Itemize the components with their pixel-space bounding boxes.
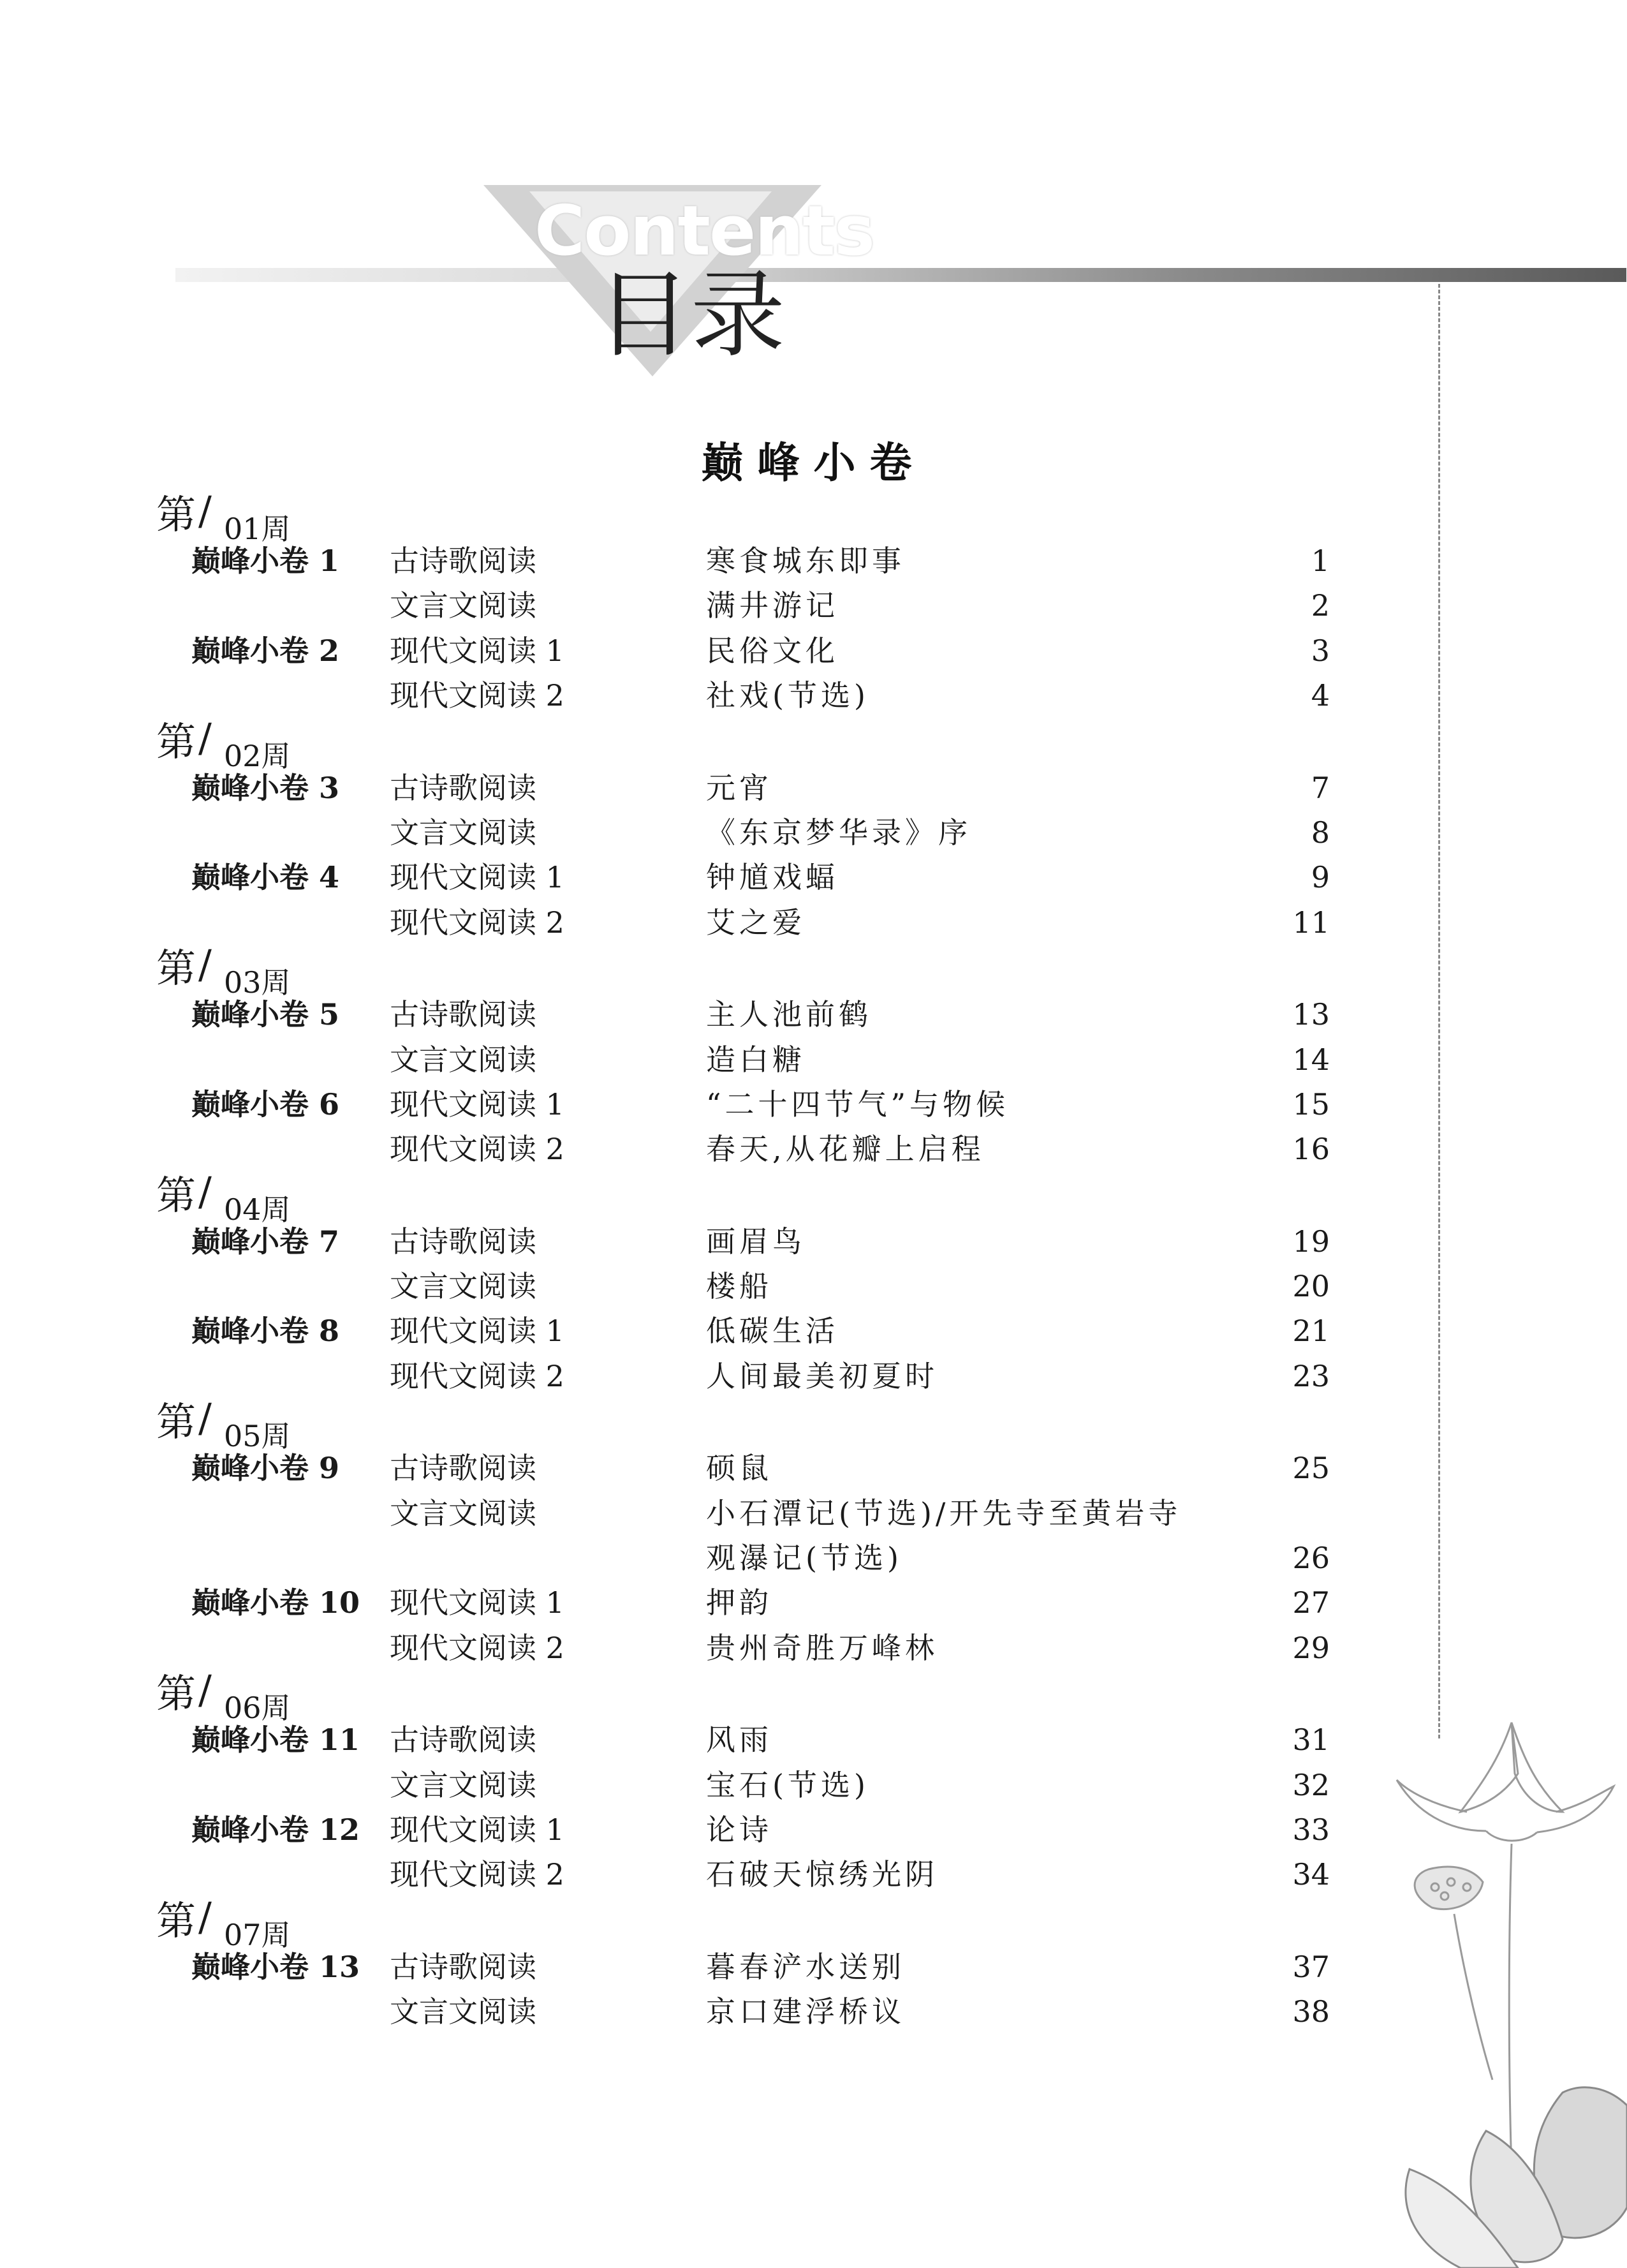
toc-paper-label: 巅峰小卷 6 xyxy=(191,1086,340,1122)
week-di-label: 第 xyxy=(156,1398,196,1446)
toc-title: 艾之爱 xyxy=(706,905,806,940)
toc-paper-label: 巅峰小卷 13 xyxy=(191,1949,360,1984)
toc-type-label: 文言文阅读 xyxy=(390,1767,536,1802)
toc-type-label: 现代文阅读 2 xyxy=(390,678,564,713)
week-header xyxy=(156,1395,1330,1454)
dashed-divider xyxy=(1438,284,1440,1738)
toc-paper-label: 巅峰小卷 12 xyxy=(191,1812,360,1847)
week-slash: / xyxy=(198,1395,212,1442)
toc-paper-label: 巅峰小卷 3 xyxy=(191,770,340,805)
week-di-label: 第 xyxy=(156,945,196,992)
toc-type-label: 现代文阅读 2 xyxy=(390,905,564,940)
toc-entry[interactable] xyxy=(156,1807,1330,1852)
toc-page-number: 38 xyxy=(1292,1994,1330,2029)
toc-type-label: 现代文阅读 1 xyxy=(390,1086,564,1122)
toc-title: 社戏(节选) xyxy=(706,678,869,713)
toc-paper-label: 巅峰小卷 4 xyxy=(191,860,340,895)
toc-title: 满井游记 xyxy=(706,588,839,623)
toc-entry[interactable] xyxy=(156,1037,1330,1082)
toc-page-number: 15 xyxy=(1292,1086,1330,1122)
toc-type-label: 文言文阅读 xyxy=(390,815,536,850)
toc-page-number: 37 xyxy=(1292,1949,1330,1984)
toc-page-number: 9 xyxy=(1311,860,1330,895)
toc-type-label: 古诗歌阅读 xyxy=(390,1451,536,1486)
toc-type-label: 文言文阅读 xyxy=(390,1269,536,1304)
header-gradient-bar xyxy=(175,268,1626,282)
toc-type-label: 现代文阅读 2 xyxy=(390,1630,564,1665)
toc-title: 石破天惊绣光阴 xyxy=(706,1857,938,1892)
toc-type-label: 现代文阅读 2 xyxy=(390,1132,564,1167)
toc-entry[interactable] xyxy=(156,1536,1330,1580)
toc-entry[interactable] xyxy=(156,1989,1330,2034)
toc-entry[interactable] xyxy=(156,1082,1330,1127)
toc-entry[interactable] xyxy=(156,1446,1330,1490)
toc-page-number: 21 xyxy=(1292,1314,1330,1349)
toc-entry[interactable] xyxy=(156,1852,1330,1897)
toc-page-number: 1 xyxy=(1311,544,1330,578)
toc-page-number: 8 xyxy=(1311,815,1330,850)
toc-paper-label: 巅峰小卷 9 xyxy=(191,1451,340,1486)
week-header xyxy=(156,1666,1330,1726)
toc-entry[interactable] xyxy=(156,992,1330,1037)
toc-type-label: 文言文阅读 xyxy=(390,588,536,623)
toc-type-label: 文言文阅读 xyxy=(390,1495,536,1531)
toc-title: 主人池前鹤 xyxy=(706,997,872,1032)
toc-type-label: 现代文阅读 2 xyxy=(390,1857,564,1892)
week-slash: / xyxy=(198,1666,212,1714)
toc-type-label: 文言文阅读 xyxy=(390,1042,536,1077)
toc-paper-label: 巅峰小卷 5 xyxy=(191,997,340,1032)
week-number: 07周 xyxy=(224,1917,291,1952)
toc-type-label: 现代文阅读 1 xyxy=(390,633,564,668)
toc-type-label: 古诗歌阅读 xyxy=(390,1723,536,1758)
week-number: 01周 xyxy=(224,512,291,546)
toc-page-number: 23 xyxy=(1292,1358,1330,1393)
week-di-label: 第 xyxy=(156,1897,196,1944)
toc-title: 暮春浐水送别 xyxy=(706,1949,905,1984)
toc-entry[interactable] xyxy=(156,1763,1330,1807)
toc-title: 元宵 xyxy=(706,770,772,805)
toc-page-number: 25 xyxy=(1292,1451,1330,1486)
toc-page-number: 4 xyxy=(1311,678,1330,713)
toc-title: 京口建浮桥议 xyxy=(706,1994,905,2029)
toc-entry[interactable] xyxy=(156,1626,1330,1670)
toc-title: 贵州奇胜万峰林 xyxy=(706,1630,938,1665)
toc-title: 论诗 xyxy=(706,1812,772,1847)
toc-paper-label: 巅峰小卷 2 xyxy=(191,633,340,668)
toc-entry[interactable] xyxy=(156,766,1330,810)
toc-title: 风雨 xyxy=(706,1723,772,1758)
week-header xyxy=(156,1167,1330,1227)
toc-title: 观瀑记(节选) xyxy=(706,1541,902,1576)
lotus-illustration xyxy=(1371,1684,1627,2268)
toc-title: 楼船 xyxy=(706,1269,772,1304)
toc-title: “二十四节气”与物候 xyxy=(706,1086,1010,1122)
toc-title: 画眉鸟 xyxy=(706,1224,806,1259)
toc-entry[interactable] xyxy=(156,583,1330,628)
toc-title: 造白糖 xyxy=(706,1042,806,1077)
contents-wordmark: Contents xyxy=(534,191,874,271)
toc-entry[interactable] xyxy=(156,1491,1330,1536)
week-slash: / xyxy=(198,1167,212,1215)
week-di-label: 第 xyxy=(156,491,196,538)
toc-title: 春天,从花瓣上启程 xyxy=(706,1132,985,1167)
toc-type-label: 古诗歌阅读 xyxy=(390,1949,536,1984)
toc-list xyxy=(156,487,1330,2035)
week-number: 06周 xyxy=(224,1691,291,1726)
week-header xyxy=(156,714,1330,773)
toc-type-label: 现代文阅读 1 xyxy=(390,1812,564,1847)
week-di-label: 第 xyxy=(156,1171,196,1219)
toc-page-number: 7 xyxy=(1311,770,1330,805)
toc-entry[interactable] xyxy=(156,855,1330,900)
toc-entry[interactable] xyxy=(156,538,1330,583)
week-slash: / xyxy=(198,1893,212,1940)
toc-entry[interactable] xyxy=(156,1264,1330,1308)
toc-page-number: 29 xyxy=(1292,1630,1330,1665)
toc-type-label: 古诗歌阅读 xyxy=(390,770,536,805)
toc-page-number: 13 xyxy=(1292,997,1330,1032)
toc-page-number: 14 xyxy=(1292,1042,1330,1077)
toc-page-number: 32 xyxy=(1292,1767,1330,1802)
toc-title: 小石潭记(节选)/开先寺至黄岩寺 xyxy=(706,1495,1182,1531)
toc-paper-label: 巅峰小卷 7 xyxy=(191,1224,340,1259)
toc-paper-label: 巅峰小卷 11 xyxy=(191,1723,360,1758)
toc-title: 《东京梦华录》序 xyxy=(706,815,971,850)
toc-entry[interactable] xyxy=(156,1219,1330,1264)
toc-page-number: 31 xyxy=(1292,1723,1330,1758)
toc-entry[interactable] xyxy=(156,628,1330,673)
week-header xyxy=(156,941,1330,1000)
toc-entry[interactable] xyxy=(156,810,1330,855)
toc-title: 寒食城东即事 xyxy=(706,544,905,578)
week-number: 02周 xyxy=(224,738,291,773)
week-slash: / xyxy=(198,941,212,988)
week-header xyxy=(156,487,1330,546)
toc-entry[interactable] xyxy=(156,900,1330,945)
toc-page-number: 33 xyxy=(1292,1812,1330,1847)
toc-title: 低碳生活 xyxy=(706,1314,839,1349)
toc-title: 人间最美初夏时 xyxy=(706,1358,938,1393)
toc-entry[interactable] xyxy=(156,1717,1330,1762)
toc-type-label: 现代文阅读 1 xyxy=(390,1314,564,1349)
week-slash: / xyxy=(198,487,212,534)
toc-type-label: 文言文阅读 xyxy=(390,1994,536,2029)
week-number: 05周 xyxy=(224,1419,291,1454)
week-header xyxy=(156,1893,1330,1952)
week-number: 03周 xyxy=(224,965,291,1000)
toc-entry[interactable] xyxy=(156,1308,1330,1353)
toc-title: 钟馗戏蝠 xyxy=(706,860,839,895)
toc-title: 硕鼠 xyxy=(706,1451,772,1486)
toc-page-number: 20 xyxy=(1292,1269,1330,1304)
toc-paper-label: 巅峰小卷 1 xyxy=(191,544,340,578)
toc-type-label: 现代文阅读 1 xyxy=(390,860,564,895)
toc-title: 民俗文化 xyxy=(706,633,839,668)
toc-page-number: 19 xyxy=(1292,1224,1330,1259)
section-title: 巅峰小卷 xyxy=(701,438,926,487)
toc-paper-label: 巅峰小卷 10 xyxy=(191,1585,360,1620)
toc-paper-label: 巅峰小卷 8 xyxy=(191,1314,340,1349)
page-title: 目录 xyxy=(596,260,785,370)
toc-entry[interactable] xyxy=(156,1945,1330,1989)
toc-page-number: 11 xyxy=(1292,905,1330,940)
toc-title: 宝石(节选) xyxy=(706,1767,869,1802)
toc-entry[interactable] xyxy=(156,1354,1330,1398)
toc-entry[interactable] xyxy=(156,1580,1330,1625)
toc-title: 押韵 xyxy=(706,1585,772,1620)
toc-page-number: 3 xyxy=(1311,633,1330,668)
toc-page-number: 27 xyxy=(1292,1585,1330,1620)
toc-page-number: 2 xyxy=(1311,588,1330,623)
toc-page-number: 26 xyxy=(1292,1541,1330,1576)
toc-type-label: 古诗歌阅读 xyxy=(390,1224,536,1259)
week-slash: / xyxy=(198,714,212,761)
toc-entry[interactable] xyxy=(156,673,1330,718)
toc-entry[interactable] xyxy=(156,1127,1330,1171)
week-di-label: 第 xyxy=(156,718,196,765)
toc-type-label: 古诗歌阅读 xyxy=(390,544,536,578)
toc-type-label: 古诗歌阅读 xyxy=(390,997,536,1032)
toc-type-label: 现代文阅读 1 xyxy=(390,1585,564,1620)
toc-page-number: 34 xyxy=(1292,1857,1330,1892)
week-di-label: 第 xyxy=(156,1670,196,1717)
toc-page-number: 16 xyxy=(1292,1132,1330,1167)
toc-type-label: 现代文阅读 2 xyxy=(390,1358,564,1393)
week-number: 04周 xyxy=(224,1192,291,1227)
